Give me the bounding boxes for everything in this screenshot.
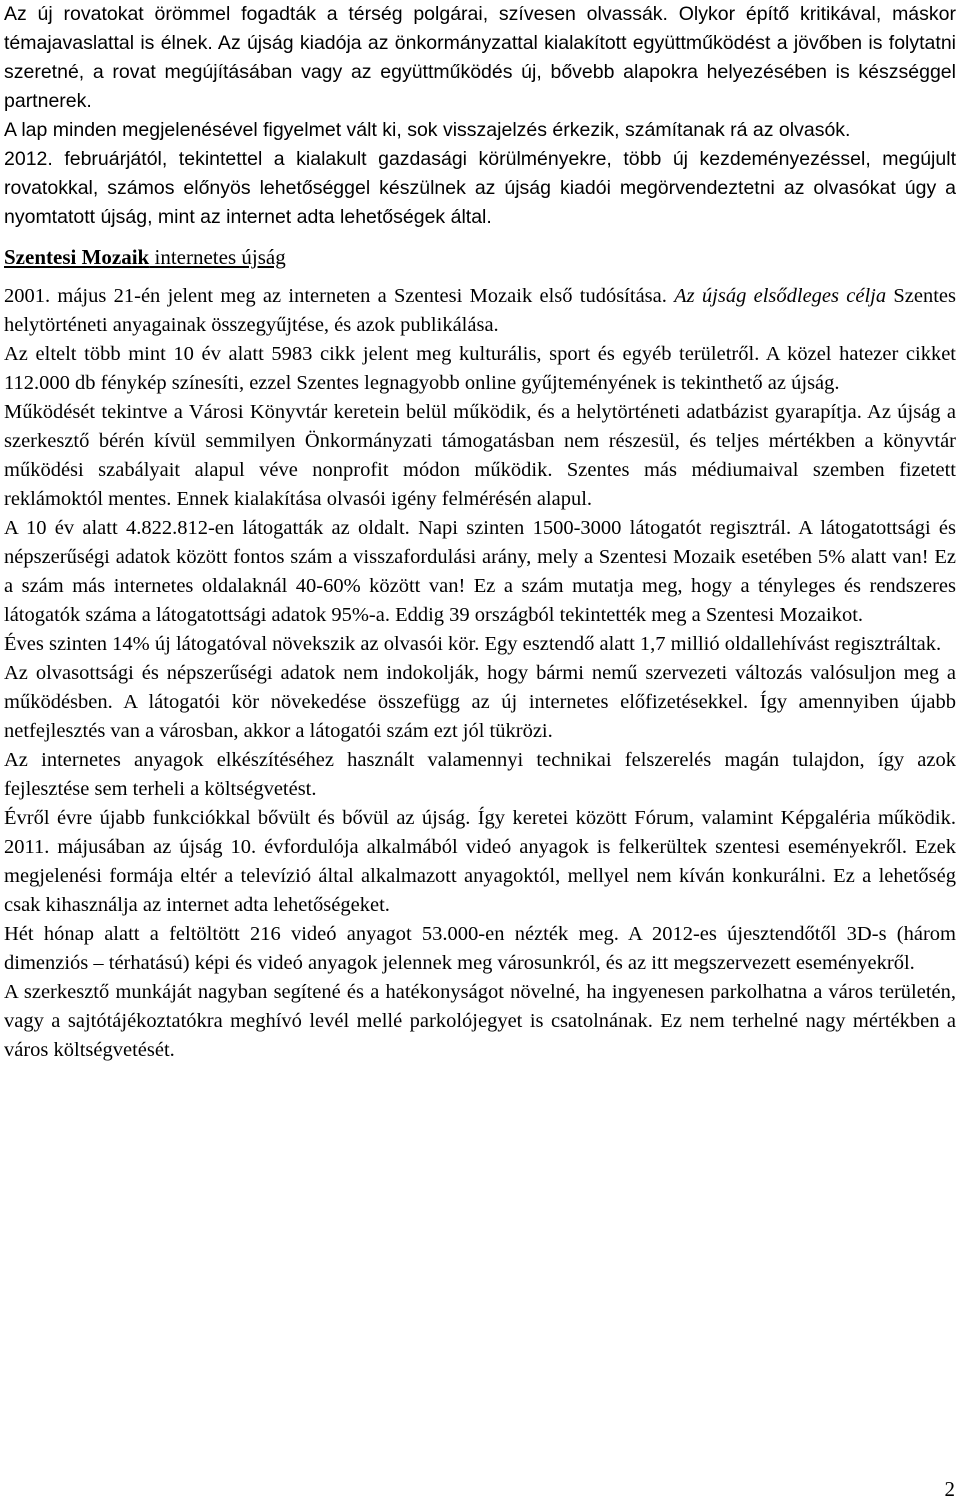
intro-paragraph-1: Az új rovatokat örömmel fogadták a térség polgárai, szívesen olvassák. Olykor építő kritikával, máskor témajavaslattal is élnek. Az újság kiadója az önkormányzattal kialakított együttműködést a jövőben is folytatni szeretné, a rovat megújításában vagy az együttműködés új, bővebb alapokra helyezésében is készséggel partnerek. (4, 3, 956, 112)
section-heading (4, 243, 956, 272)
section-heading-bold: Szentesi Mozaik (4, 245, 150, 269)
body-paragraph-5: Éves szinten 14% új látogatóval növekszik az olvasói kör. Egy esztendő alatt 1,7 millió oldallehívást regisztráltak. (4, 633, 942, 655)
intro-paragraph-3: 2012. februárjától, tekintettel a kialakult gazdasági körülményekre, több új kezdeményezéssel, megújult rovatokkal, számos előnyös lehetőséggel készülnek az újság kiadói megörvendeztetni az olvasókat úgy a nyomtatott újság, mint az internet adta lehetőségek által. (4, 148, 956, 228)
body-paragraph-1-italic: Az újság elsődleges célja (674, 285, 887, 307)
body-paragraph-8: Évről évre újabb funkciókkal bővült és bővül az újság. Így keretei között Fórum, valamint Képgaléria működik. 2011. májusában az újság 10. évfordulója alkalmából videó anyagok is felkerültek szentesi eseményekről. Ezek megjelenési formája eltér a televízió által alkalmazott anyagoktól, mellyel nem kíván konkurálni. Ez a lehetőség csak kihasználja az internet adta lehetőségeket. (4, 807, 956, 916)
page-number: 2 (944, 1477, 955, 1501)
body-paragraph-2: Az eltelt több mint 10 év alatt 5983 cikk jelent meg kulturális, sport és egyéb területről. A közel hatezer cikket 112.000 db fénykép színesíti, ezzel Szentes legnagyobb online gyűjteményének is tekinthető az újság. (4, 343, 956, 394)
body-paragraph-4: A 10 év alatt 4.822.812-en látogatták az oldalt. Napi szinten 1500-3000 látogatót regisztrál. A látogatottsági és népszerűségi adatok között fontos szám a visszafordulási arány, mely a Szentesi Mozaik esetében 5% alatt van! Ez a szám más internetes oldalaknál 40-60% között van! Ez a szám mutatja meg, hogy a tényleges és rendszeres látogatók száma a látogatottsági adatok 95%-a. Eddig 39 országból tekintették meg a Szentesi Mozaikot. (4, 517, 956, 626)
body-paragraph-10: A szerkesztő munkáját nagyban segítené és a hatékonyságot növelné, ha ingyenesen parkolhatna a város területén, vagy a sajtótájékoztatókra meghívó levél mellé parkolójegyet is csatolnának. Ez nem terhelné nagy mértékben a város költségvetését. (4, 981, 956, 1061)
body-paragraph-1-end: Szentes helytörténeti anyagainak összegyűjtése, és azok publikálása. (4, 285, 956, 336)
body-paragraph-9: Hét hónap alatt a feltöltött 216 videó anyagot 53.000-en nézték meg. A 2012-es újesztendőtől 3D-s (három dimenziós – térhatású) képi és videó anyagok jelennek meg városunkról, és az itt megszervezett eseményekről. (4, 923, 956, 974)
body-paragraph-1 (4, 282, 956, 340)
section-heading-rest: internetes újság (149, 245, 286, 269)
document-body (4, 0, 956, 1065)
body-paragraph-7: Az internetes anyagok elkészítéséhez használt valamennyi technikai felszerelés magán tulajdon, így azok fejlesztése sem terheli a költségvetést. (4, 749, 956, 800)
body-paragraph-6: Az olvasottsági és népszerűségi adatok nem indokolják, hogy bármi nemű szervezeti változás valósuljon meg a működésben. A látogatói kör növekedése összefügg az új internetes előfizetésekkel. Így amennyiben újabb netfejlesztés van a városban, akkor a látogatói szám ezt jól tükrözi. (4, 662, 956, 742)
body-paragraph-1-start: 2001. május 21-én jelent meg az interneten a Szentesi Mozaik első tudósítása. (4, 285, 675, 307)
intro-paragraph-2: A lap minden megjelenésével figyelmet vált ki, sok visszajelzés érkezik, számítanak rá az olvasók. (4, 119, 851, 141)
body-paragraph-3: Működését tekintve a Városi Könyvtár keretein belül működik, és a helytörténeti adatbázist gyarapítja. Az újság a szerkesztő bérén kívül semmilyen Önkormányzati támogatásban nem részesül, és teljes mértékben a könyvtár működési szabályait alapul véve nonprofit módon működik. Szentes más médiumaival szemben fizetett reklámoktól mentes. Ennek kialakítása olvasói igény felmérésén alapul. (4, 401, 956, 510)
